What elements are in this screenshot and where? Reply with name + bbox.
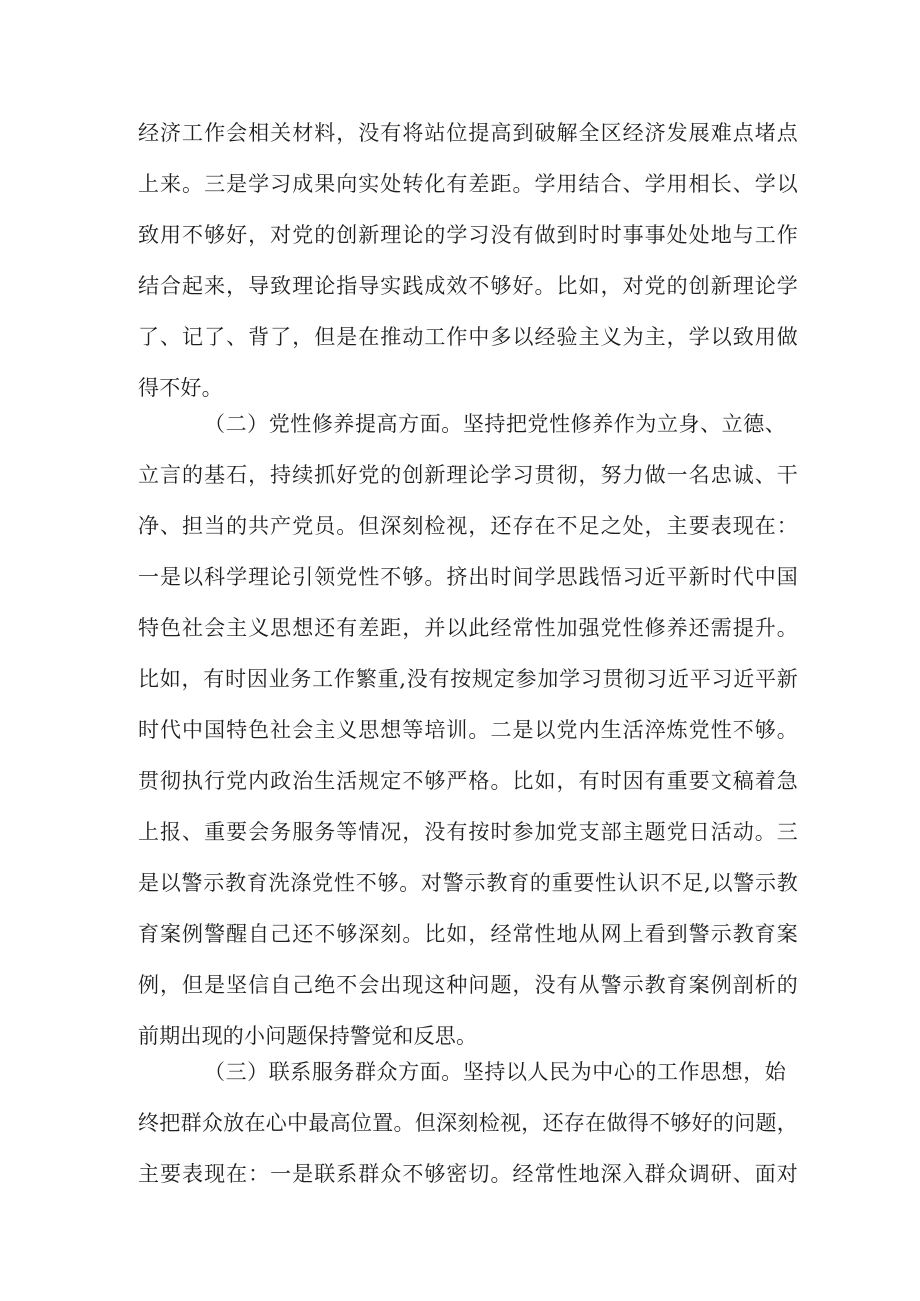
text-line: 时代中国特色社会主义思想等培训。二是以党内生活淬炼党性不够。 xyxy=(138,718,798,742)
text-line: 主要表现在：一是联系群众不够密切。经常性地深入群众调研、面对 xyxy=(138,1162,798,1186)
section-heading-line: （二）党性修养提高方面。坚持把党性修养作为立身、立德、 xyxy=(204,412,786,436)
text-line: 终把群众放在心中最高位置。但深刻检视，还存在做得不够好的问题， xyxy=(138,1111,798,1135)
text-line: 比如，有时因业务工作繁重,没有按规定参加学习贯彻习近平习近平新 xyxy=(138,667,798,691)
text-line: 是以警示教育洗涤党性不够。对警示教育的重要性认识不足,以警示教 xyxy=(138,871,798,895)
text-line: 净、担当的共产党员。但深刻检视，还存在不足之处，主要表现在： xyxy=(138,514,798,538)
text-line: 致用不够好，对党的创新理论的学习没有做到时时事事处处地与工作 xyxy=(138,223,798,247)
text-line: 立言的基石，持续抓好党的创新理论学习贯彻，努力做一名忠诚、干 xyxy=(138,463,798,487)
section-heading-line: （三）联系服务群众方面。坚持以人民为中心的工作思想，始 xyxy=(204,1060,786,1084)
text-line: 经济工作会相关材料，没有将站位提高到破解全区经济发展难点堵点 xyxy=(138,121,798,145)
text-line: 一是以科学理论引领党性不够。挤出时间学思践悟习近平新时代中国 xyxy=(138,565,798,589)
text-line: 上来。三是学习成果向实处转化有差距。学用结合、学用相长、学以 xyxy=(138,172,798,196)
text-line: 育案例警醒自己还不够深刻。比如，经常性地从网上看到警示教育案 xyxy=(138,922,798,946)
text-line: 特色社会主义思想还有差距，并以此经常性加强党性修养还需提升。 xyxy=(138,616,798,640)
text-line: 结合起来，导致理论指导实践成效不够好。比如，对党的创新理论学 xyxy=(138,274,798,298)
text-line: 上报、重要会务服务等情况，没有按时参加党支部主题党日活动。三 xyxy=(138,820,798,844)
text-line: 贯彻执行党内政治生活规定不够严格。比如，有时因有重要文稿着急 xyxy=(138,769,798,793)
text-line: 得不好。 xyxy=(138,376,223,400)
text-line: 了、记了、背了，但是在推动工作中多以经验主义为主，学以致用做 xyxy=(138,325,798,349)
text-line: 前期出现的小问题保持警觉和反思。 xyxy=(138,1024,478,1048)
text-line: 例，但是坚信自己绝不会出现这种问题，没有从警示教育案例剖析的 xyxy=(138,973,798,997)
